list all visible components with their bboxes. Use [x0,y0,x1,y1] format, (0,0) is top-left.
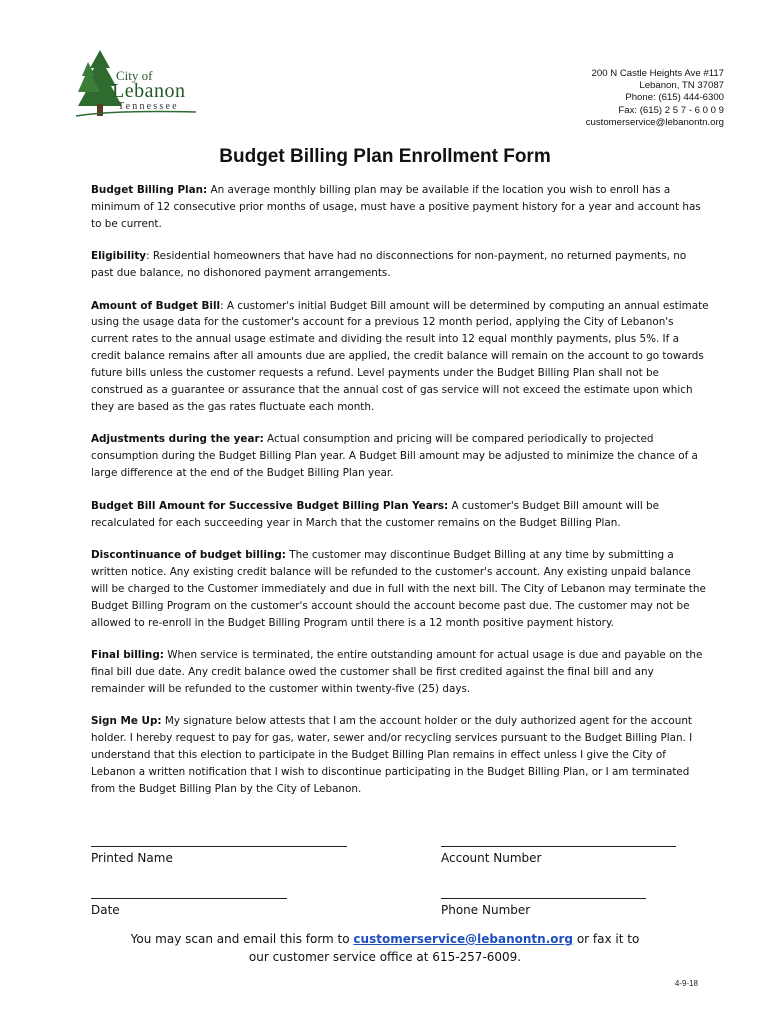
logo-state-text: Tennessee [118,101,179,112]
date-label: Date [91,903,120,917]
section-heading: Budget Billing Plan: [91,184,208,196]
form-body [91,182,709,813]
account-number-field[interactable] [441,836,676,865]
address-city: Lebanon, TN 37087 [639,80,724,92]
account-number-line[interactable] [441,836,676,847]
footer-line-2: our customer service office at 615-257-6009. [248,950,522,964]
version-date: 4-9-18 [674,979,698,988]
section-final-billing [91,647,709,698]
section-heading: Eligibility [91,250,147,263]
section-sign-me-up [91,713,709,798]
section-budget-billing-plan [91,182,709,233]
address-email: customerservice@lebanontn.org [585,116,724,128]
date-field[interactable] [91,888,287,917]
footer-instructions [0,930,770,966]
section-heading: Final billing: [91,648,164,661]
section-heading: Adjustments during the year: [91,433,264,446]
section-adjustments [91,431,709,482]
section-text: Actual consumption and pricing will be compared periodically to projected consumption during the Budget Billing Plan year. A Budget Bill amount may be adjusted to minimize the chance of a large difference at the end of the Budget Billing Plan year. [91,433,698,480]
section-heading: Sign Me Up: [91,715,162,728]
address-block [586,68,724,129]
page-title: Budget Billing Plan Enrollment Form [219,146,551,167]
phone-number-label: Phone Number [441,903,531,917]
email-link[interactable]: customerservice@lebanontn.org [353,932,574,946]
printed-name-field[interactable] [91,836,347,865]
footer-prefix: You may scan and email this form to [130,932,354,946]
footer-suffix: or fax it to [573,932,640,946]
logo-city-text: City of [116,68,153,83]
section-text: When service is terminated, the entire outstanding amount for actual usage is due and payable on the final bill due date. Any credit balance owed the customer shall be first credited against the final bill and any remainder will be refunded to the customer within twenty-five (25) days. [91,648,703,695]
section-text: The customer may discontinue Budget Billing at any time by submitting a written notice. Any existing credit balance will be refunded to the customer's account. Any existing unpaid balance will be charged to the Customer immediately and due in full with the next bill. The City of Lebanon may terminate the Budget Billing Program on the customer's account should the account become past due. The customer may not be allowed to re-enroll in the Budget Billing Program until there is a 12 month positive payment history. [91,548,706,629]
address-street: 200 N Castle Heights Ave #117 [591,68,724,79]
printed-name-line[interactable] [91,836,347,847]
footer-line-1 [0,930,770,948]
address-phone: Phone: (615) 444-6300 [625,92,724,104]
phone-number-line[interactable] [441,888,646,899]
section-amount [91,298,709,416]
section-heading: Amount of Budget Bill [91,299,221,312]
account-number-label: Account Number [441,851,542,865]
address-fax: Fax: (615) 2 5 7 - 6 0 0 9 [618,104,724,116]
logo-name-text: Lebanon [112,80,186,102]
section-heading: Discontinuance of budget billing: [91,548,286,561]
section-text: An average monthly billing plan may be available if the location you wish to enroll has a minimum of 12 consecutive prior months of usage, must have a positive payment history for a year and account has to be current. [91,184,701,230]
date-line[interactable] [91,888,287,899]
section-heading: Budget Bill Amount for Successive Budget Billing Plan Years: [91,499,449,512]
phone-number-field[interactable] [441,888,646,917]
section-text: My signature below attests that I am the account holder or the duly authorized agent for the account holder. I hereby request to pay for gas, water, sewer and/or recycling services pursuant to the Budget Billing Plan. I understand that this election to participate in the Budget Billing Plan remains in effect unless I give the City of Lebanon a written notification that I wish to discontinue participating in the Budget Billing Plan, or I am terminated from the Budget Billing Plan by the City of Lebanon. [91,715,693,795]
signature-area [91,836,709,940]
section-discontinuance [91,547,709,632]
section-eligibility [91,248,709,282]
section-successive-years [91,498,709,532]
section-text: : A customer's initial Budget Bill amount will be determined by computing an annual estimate using the usage data for the customer's account for a previous 12 month period, applying the City of Lebanon's current rates to the annual usage estimate and dividing the result into 12 equal monthly payments, plus 5%. If a credit balance remains after all amounts due are applied, the credit balance will remain on the account to go towards future bills unless the customer requests a refund. Level payments under the Budget Billing Plan shall not be construed as a guarantee or assurance that the annual cost of gas service will not exceed the estimate upon which they are based as the gas rates fluctuate each month. [91,299,709,413]
printed-name-label: Printed Name [91,851,173,865]
section-text: A customer's Budget Bill amount will be recalculated for each succeeding year in March that the customer remains on the Budget Billing Plan. [91,499,660,529]
section-text: : Residential homeowners that have had no disconnections for non-payment, no returned payments, no past due balance, no dishonored payment arrangements. [91,250,687,280]
signature-row [91,836,709,888]
